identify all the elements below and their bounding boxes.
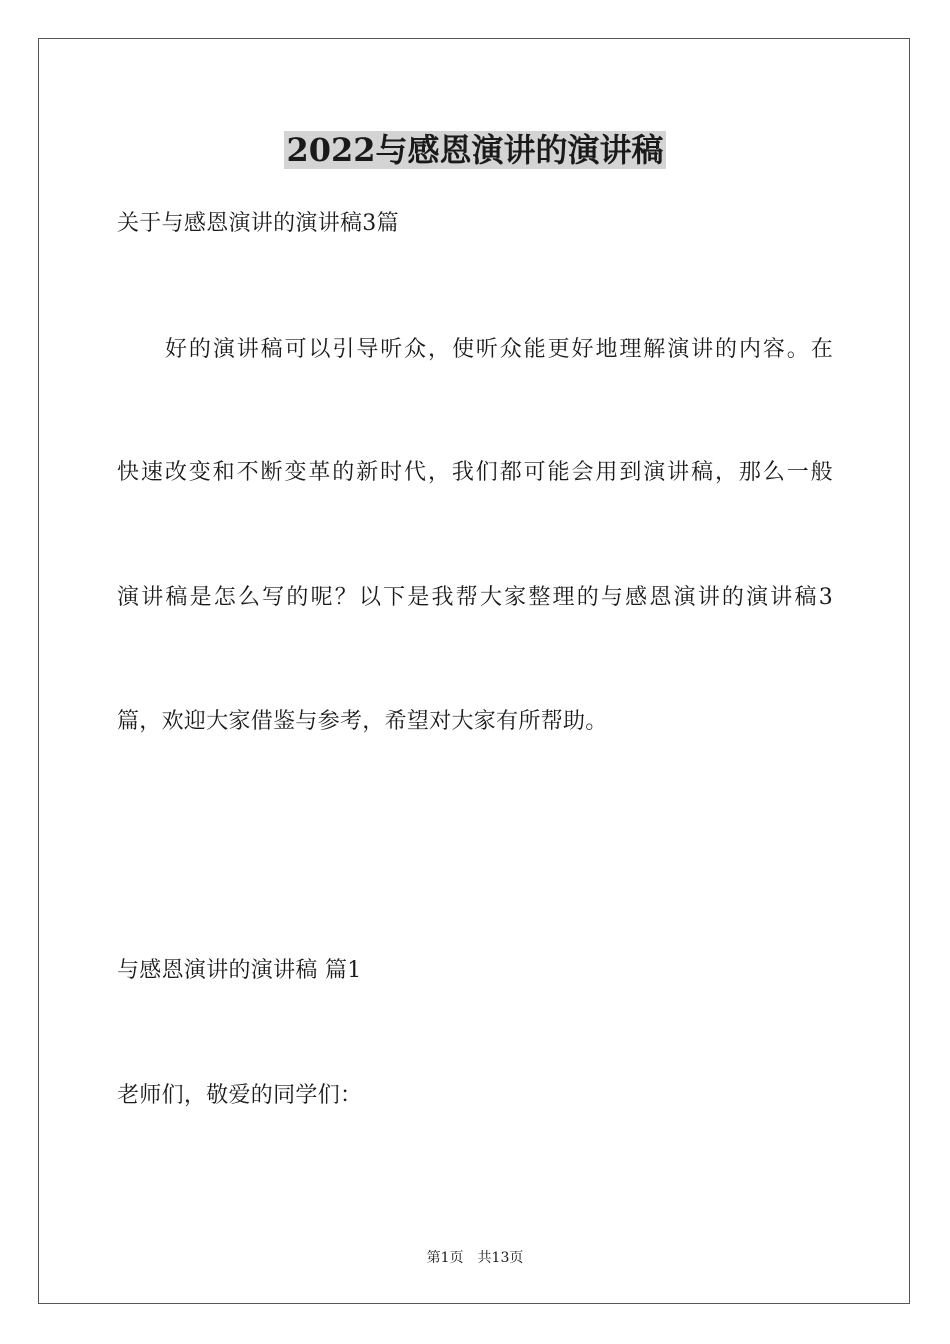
section-heading: 与感恩演讲的演讲稿 篇1 — [117, 958, 362, 983]
intro-line-1: 好的演讲稿可以引导听众，使听众能更好地理解演讲的内容。在 — [165, 337, 833, 362]
intro-line-4: 篇，欢迎大家借鉴与参考，希望对大家有所帮助。 — [117, 709, 608, 734]
intro-line-2: 快速改变和不断变革的新时代，我们都可能会用到演讲稿，那么一般 — [117, 460, 833, 485]
document-title-text: 2022与感恩演讲的演讲稿 — [286, 131, 664, 169]
document-subtitle: 关于与感恩演讲的演讲稿3篇 — [117, 211, 399, 236]
page-number-current: 第1页 — [426, 1250, 464, 1266]
greeting-line: 老师们，敬爱的同学们： — [117, 1083, 363, 1108]
page-footer — [0, 1248, 950, 1268]
document-title — [0, 128, 950, 172]
page-number-total: 共13页 — [477, 1250, 524, 1266]
intro-line-3: 演讲稿是怎么写的呢？以下是我帮大家整理的与感恩演讲的演讲稿3 — [117, 585, 833, 610]
